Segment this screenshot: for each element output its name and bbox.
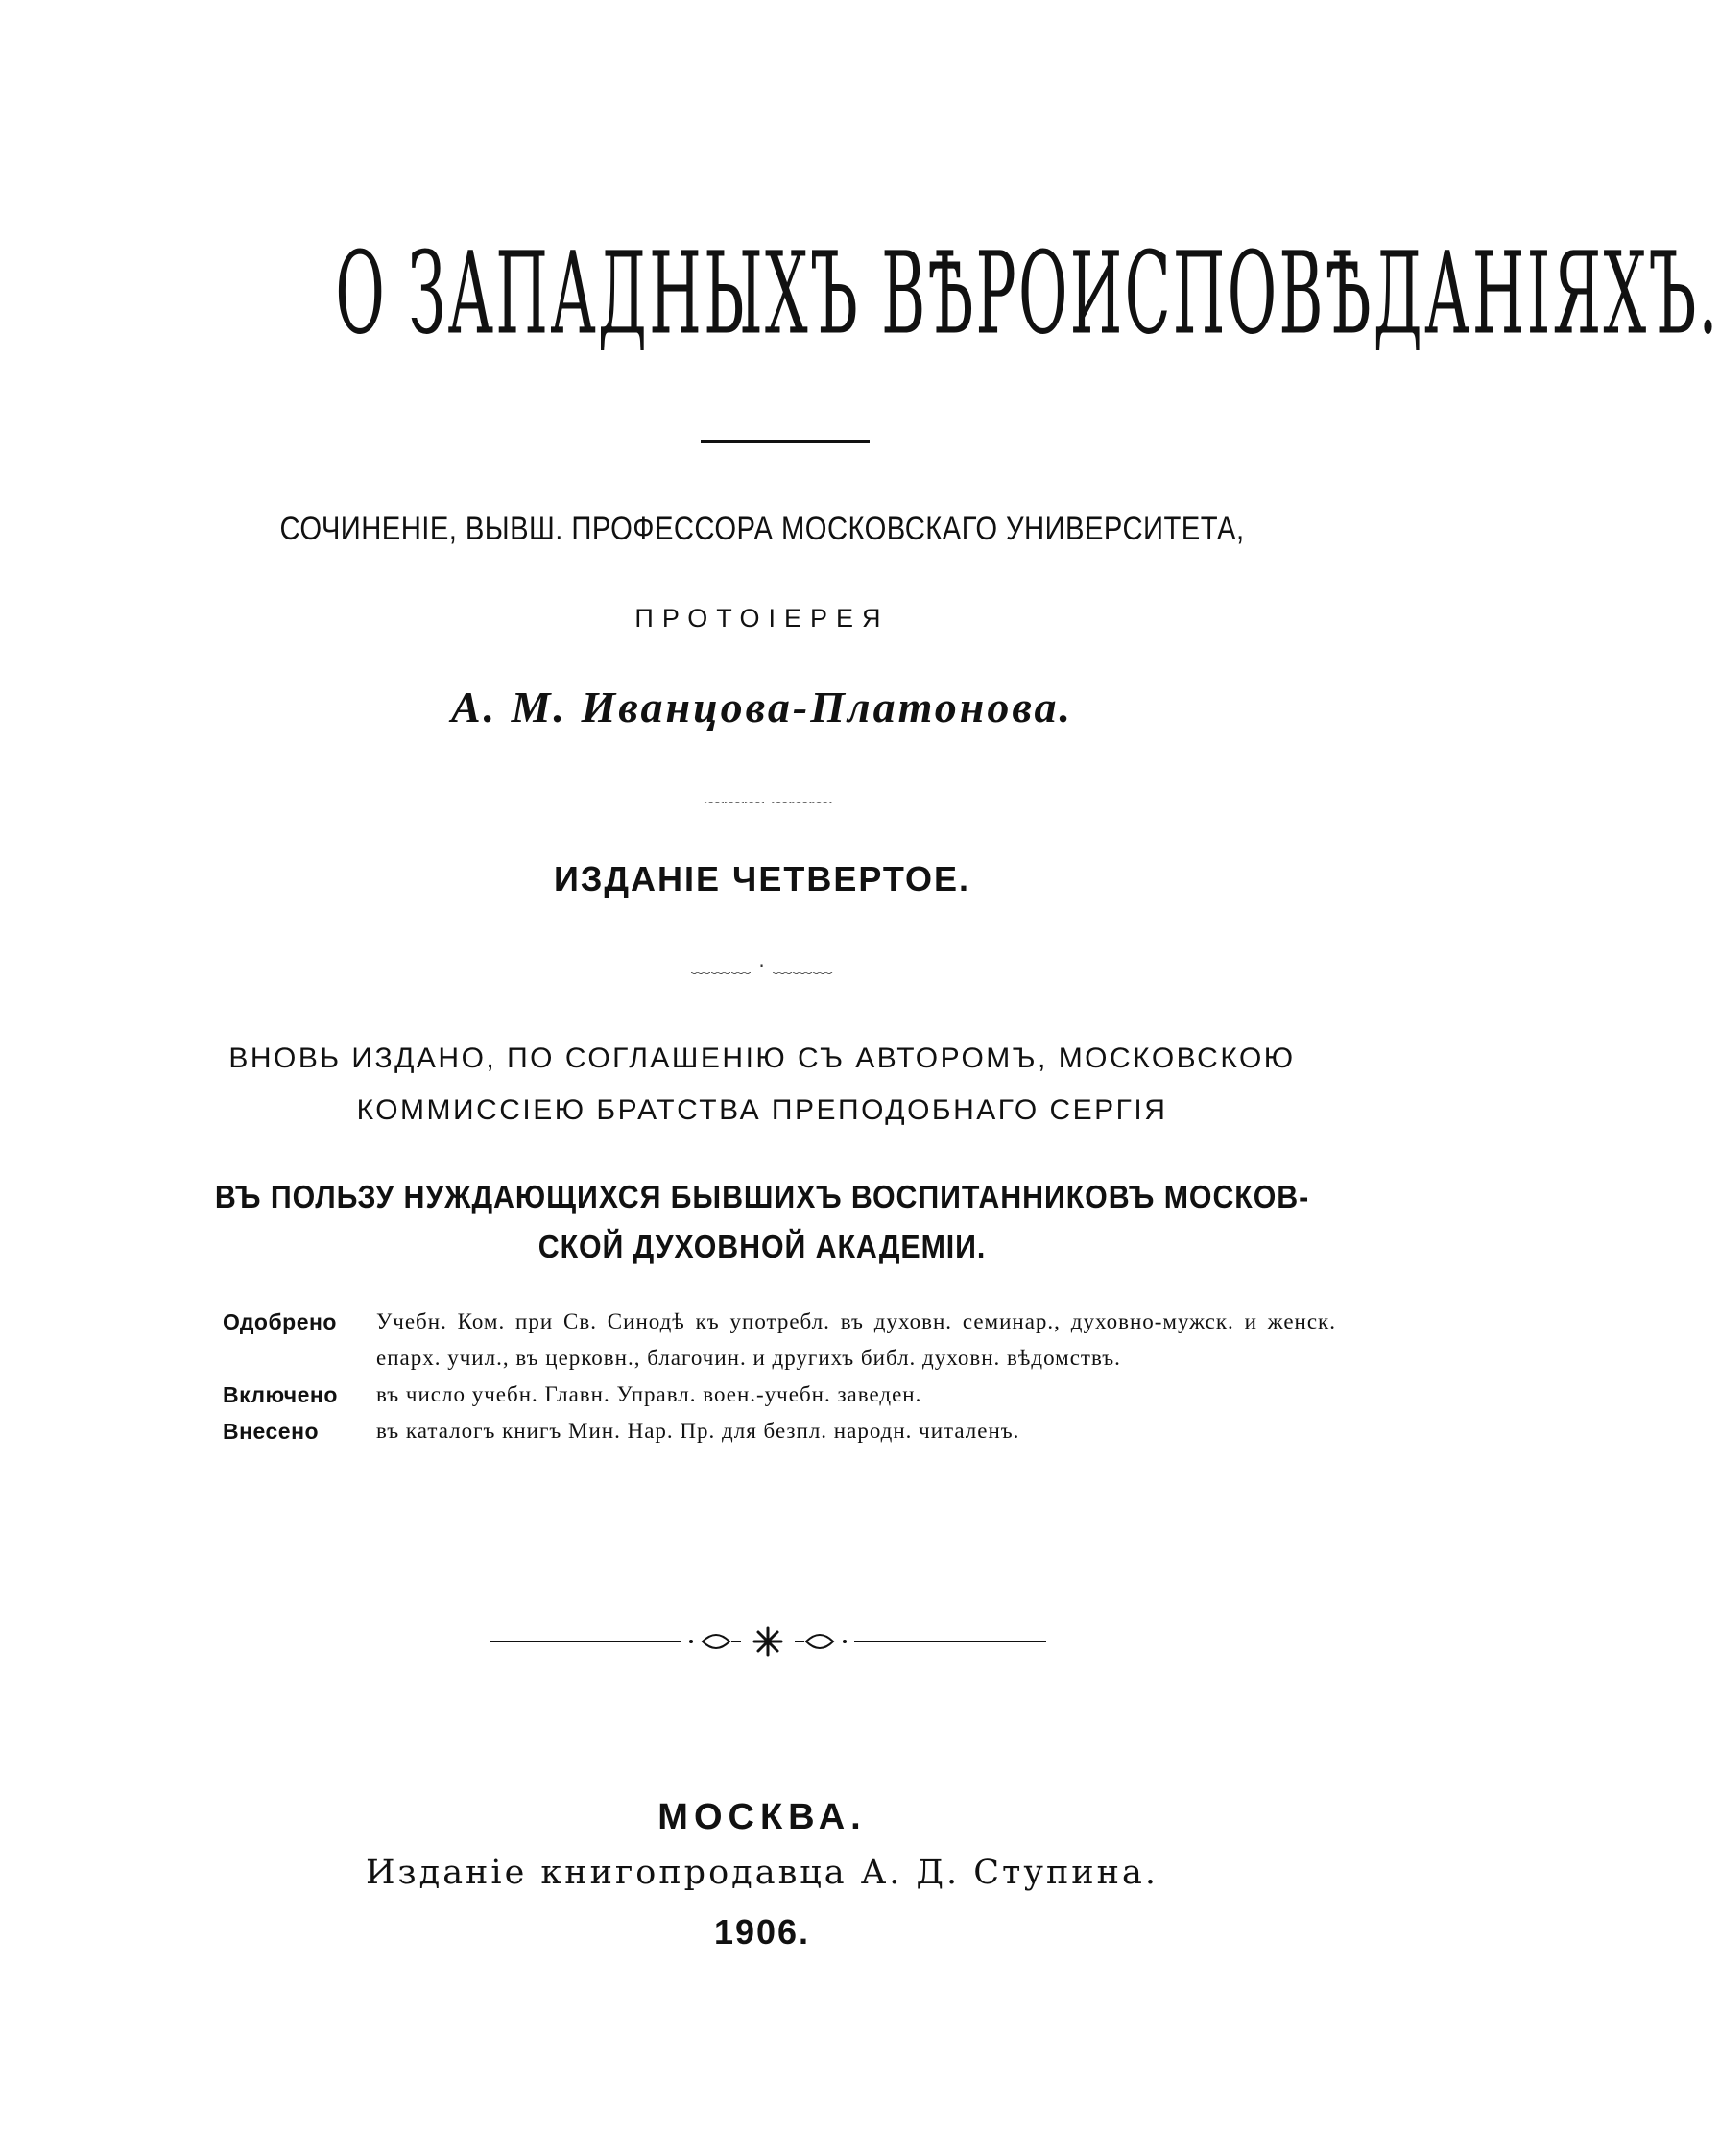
approval-label: Включено [223, 1382, 338, 1407]
fleuron-ornament-icon [490, 1622, 1046, 1661]
squiggle-divider-icon: ﹏﹏﹏ ﹏﹏﹏ [705, 783, 833, 806]
imprint-city: МОСКВА. [657, 1797, 867, 1837]
approvals-list [223, 1304, 1336, 1449]
edition-statement: ИЗДАНІЕ ЧЕТВЕРТОЕ. [553, 859, 971, 898]
squiggle-divider-icon: ﹏﹏﹏ · ﹏﹏﹏ [691, 954, 834, 977]
imprint-year: 1906. [713, 1912, 811, 1952]
author-rank: ПРОТОІЕРЕЯ [634, 604, 890, 633]
approval-text: Учебн. Ком. при Св. Синодѣ къ употребл. въ духовн. семинар., духовно-мужск. и женск. епарх. учил., въ церковн., благочин. и другихъ библ. духовн. вѣдомствъ. [376, 1309, 1336, 1370]
approval-text: въ число учебн. Главн. Управл. воен.-учебн. заведен. [376, 1382, 922, 1406]
author-name: А. М. Иванцова-Платонова. [450, 683, 1074, 731]
approval-label: Одобрено [223, 1309, 337, 1334]
work-description: СОЧИНЕНІЕ, ВЫВШ. ПРОФЕССОРА МОСКОВСКАГО УНИВЕРСИТЕТА, [279, 511, 1245, 547]
benefit-note-line-1: ВЪ ПОЛЬЗУ НУЖДАЮЩИХСЯ БЫВШИХЪ ВОСПИТАННИКОВЪ МОСКОВ- [214, 1179, 1310, 1214]
approval-row [223, 1413, 1336, 1449]
title-divider [701, 440, 870, 443]
approval-text: въ каталогъ книгъ Мин. Нар. Пр. для безпл. народн. читаленъ. [376, 1419, 1020, 1443]
approval-row [223, 1377, 1336, 1413]
approval-row [223, 1304, 1336, 1377]
imprint-publisher: Изданіе книгопродавца А. Д. Ступина. [366, 1854, 1159, 1892]
benefit-note-line-2: СКОЙ ДУХОВНОЙ АКАДЕМІИ. [538, 1229, 987, 1264]
approval-label: Внесено [223, 1419, 320, 1444]
publication-note-line-1: ВНОВЬ ИЗДАНО, ПО СОГЛАШЕНІЮ СЪ АВТОРОМЪ, МОСКОВСКОЮ [228, 1042, 1296, 1074]
publication-note-line-2: КОММИССІЕЮ БРАТСТВА ПРЕПОДОБНАГО СЕРГІЯ [356, 1094, 1168, 1126]
book-title: О ЗАПАДНЫХЪ ВѢРОИСПОВѢДАНІЯХЪ. [335, 228, 1720, 360]
